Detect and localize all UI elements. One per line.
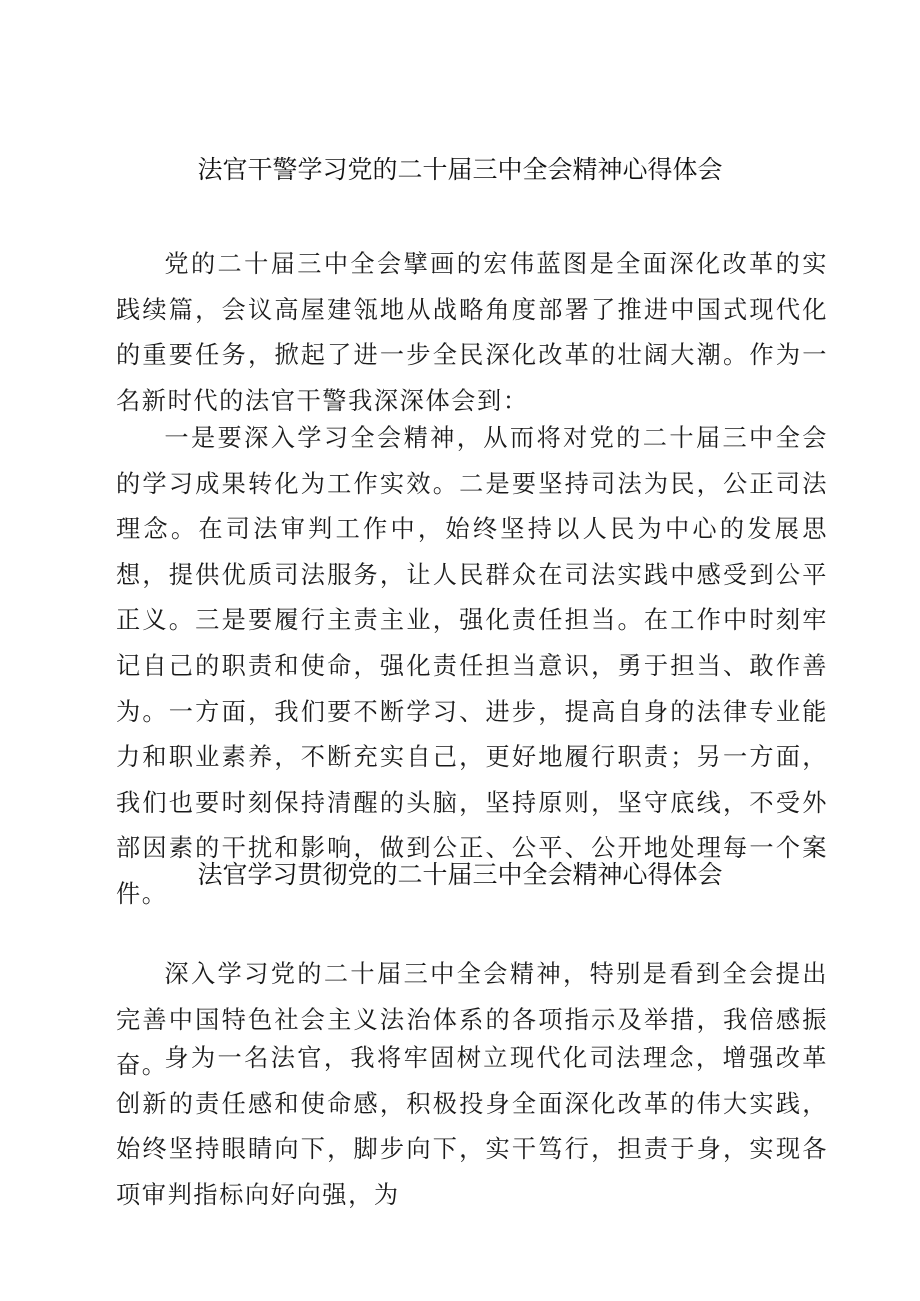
- section-1-paragraph-2: 一是要深入学习全会精神，从而将对党的二十届三中全会的学习成果转化为工作实效。二是要坚持司法为民，公正司法理念。在司法审判工作中，始终坚持以人民为中心的发展思想，提供优质司法服务，让人民群众在司法实践中感受到公平正义。三是要履行主责主业，强化责任担当。在工作中时刻牢记自己的职责和使命，强化责任担当意识，勇于担当、敢作善为。一方面，我们要不断学习、进步，提高自身的法律专业能力和职业素养，不断充实自己，更好地履行职责；另一方面，我们也要时刻保持清醒的头脑，坚持原则，坚守底线，不受外部因素的干扰和影响，做到公正、公平、公开地处理每一个案件。: [116, 424, 828, 908]
- section-2-paragraph-2: 身为一名法官，我将牢固树立现代化司法理念，增强改革创新的责任感和使命感，积极投身全面深化改革的伟大实践，始终坚持眼睛向下，脚步向下，实干笃行，担责于身，实现各项审判指标向好向强，为: [116, 1044, 828, 1209]
- section-1-paragraph-1: 党的二十届三中全会擘画的宏伟蓝图是全面深化改革的实践续篇，会议高屋建瓴地从战略角度部署了推进中国式现代化的重要任务，掀起了进一步全民深化改革的壮阔大潮。作为一名新时代的法官干警我深深体会到：: [116, 250, 828, 415]
- section-1-title: 法官干警学习党的二十届三中全会精神心得体会: [197, 155, 723, 184]
- section-2-title: 法官学习贯彻党的二十届三中全会精神心得体会: [197, 860, 723, 889]
- section-2-paragraph-1: 深入学习党的二十届三中全会精神，特别是看到全会提出完善中国特色社会主义法治体系的各项指示及举措，我倍感振奋。: [116, 960, 828, 1080]
